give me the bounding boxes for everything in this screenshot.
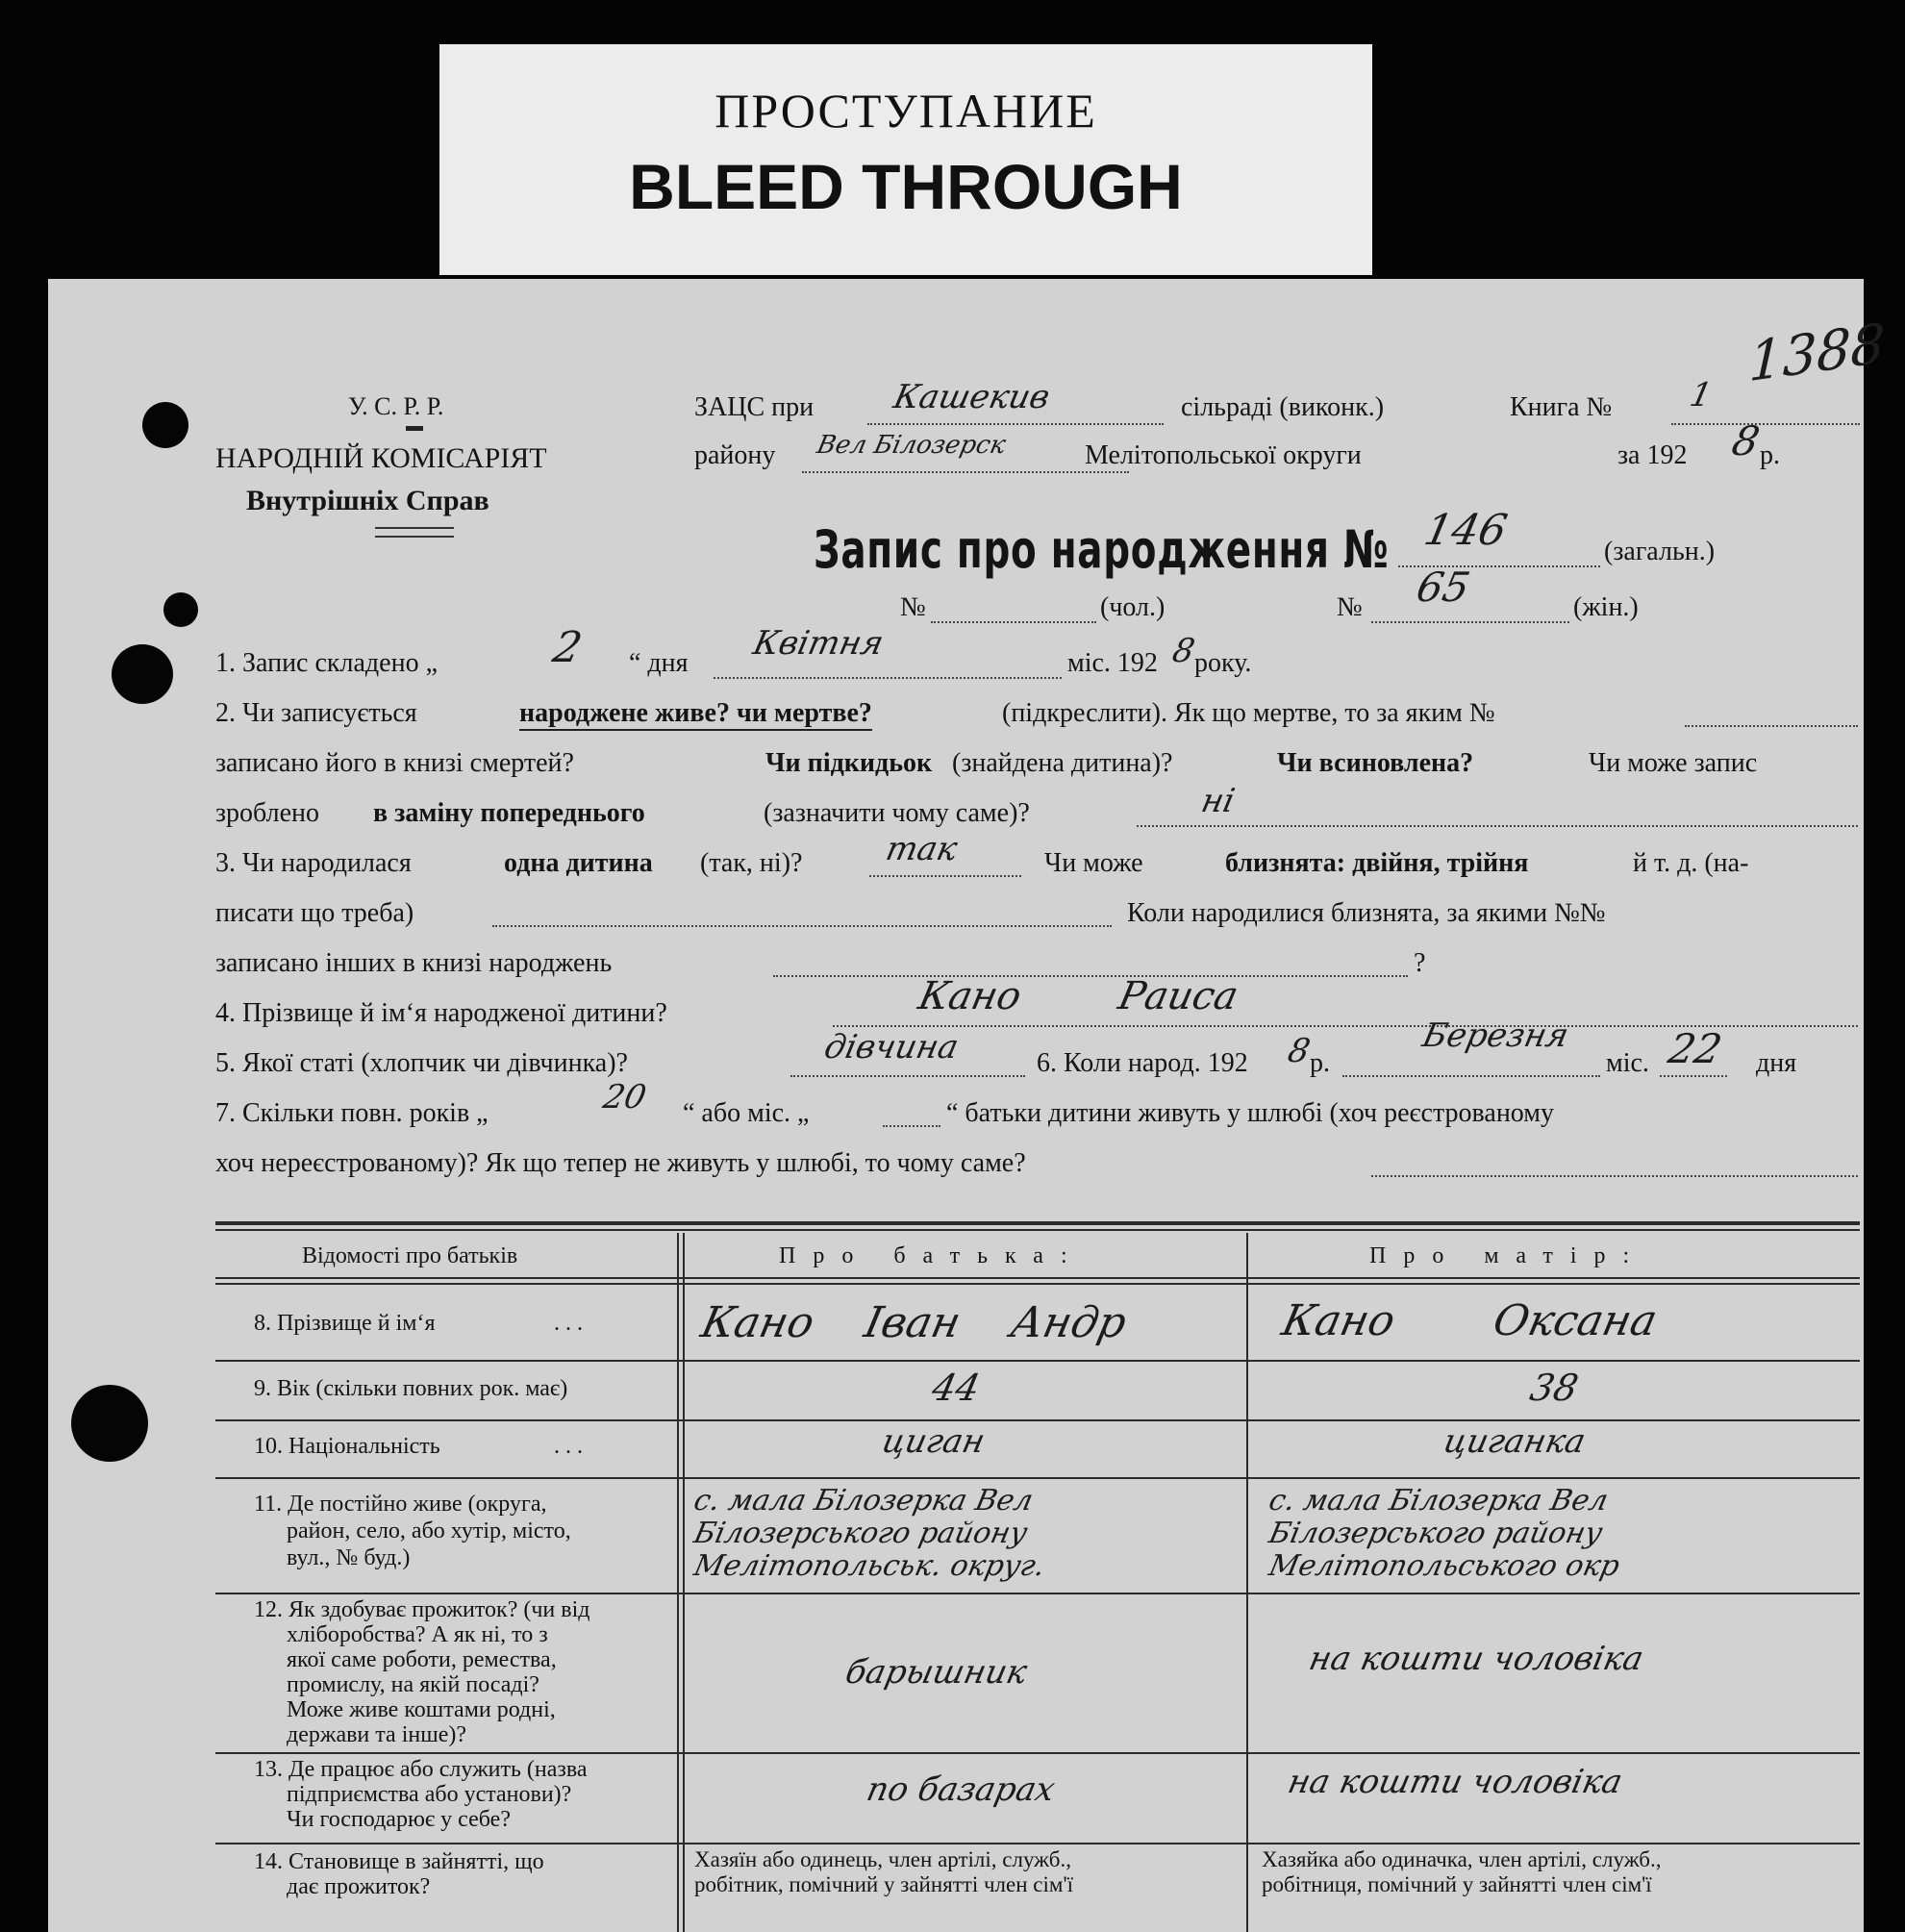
table-rule — [215, 1360, 1860, 1362]
q2-line3a: зроблено — [215, 798, 319, 828]
q7-line1a: 7. Скільки повн. років „ — [215, 1098, 489, 1128]
row-label-workplace-2: підприємства або установи)? — [287, 1782, 572, 1807]
q3-line2b: Коли народилися близнята, за якими №№ — [1127, 898, 1606, 928]
q7-line1c: “ батьки дитини живуть у шлюбі (хоч реєстрованому — [946, 1098, 1554, 1128]
punch-hole — [163, 592, 198, 627]
q7-line1b: “ або міс. „ — [683, 1098, 810, 1128]
row-label-age: 9. Вік (скільки повних рок. має) — [254, 1376, 568, 1401]
q2-answer-line — [1137, 825, 1858, 827]
mother-livelihood: на кошти чоловіка — [1305, 1640, 1647, 1678]
q3-answer-line — [869, 875, 1021, 877]
q3-line1c: (так, ні)? — [700, 848, 803, 878]
table-top-rule-2 — [215, 1229, 1860, 1231]
table-head-info: Відомості про батьків — [302, 1243, 518, 1268]
row-label-workplace-3: Чи господарює у себе? — [287, 1807, 511, 1832]
row-leader-dots: . . . — [554, 1434, 583, 1459]
father-residence-1: с. мала Білозерка Вел — [690, 1484, 1037, 1518]
q6-day-line — [1660, 1075, 1727, 1077]
table-head-mother: Про матір: — [1369, 1243, 1647, 1268]
q4-answer: Кано Раиса — [915, 974, 1242, 1018]
sheet-number: 1388 — [1747, 312, 1886, 395]
q6-day: 22 — [1664, 1025, 1726, 1072]
father-livelihood: барышник — [841, 1653, 1031, 1692]
q2-line2e: Чи може запис — [1589, 748, 1758, 778]
zacs-label: ЗАЦС при — [694, 392, 815, 422]
row-label-employment-1: 14. Становище в зайнятті, що — [254, 1849, 544, 1874]
birth-record-form — [48, 279, 1886, 1932]
district-label: району — [694, 440, 776, 470]
q6-label: 6. Коли народ. 192 — [1037, 1048, 1248, 1078]
female-label: (жін.) — [1573, 592, 1639, 622]
org-divider — [406, 426, 423, 431]
row-label-livelihood-5: Може живе коштами родні, — [287, 1697, 556, 1722]
general-number: 146 — [1419, 506, 1512, 555]
org-ussr: У. С. Р. Р. — [348, 392, 444, 420]
female-no-line — [1371, 621, 1569, 623]
q2-answer: ні — [1197, 782, 1239, 820]
q6-dnya: дня — [1756, 1048, 1797, 1078]
q3-line3a: записано інших в книзі народжень — [215, 948, 613, 978]
q5-label: 5. Якої статі (хлопчик чи дівчинка)? — [215, 1048, 628, 1078]
district-value: Вел Білозерск — [814, 431, 1009, 460]
mother-employment-1: Хазяйка або одиначка, член артілі, служб., — [1262, 1847, 1662, 1871]
table-rule — [215, 1419, 1860, 1421]
row-label-nationality: 10. Національність — [254, 1434, 440, 1459]
q3-line1a: 3. Чи народилася — [215, 848, 412, 878]
father-employment-1: Хазяїн або одинець, член артілі, служб., — [694, 1847, 1071, 1871]
table-col-divider — [1246, 1233, 1248, 1932]
q2-line2d: Чи всиновлена? — [1277, 748, 1474, 778]
org-internal-affairs: Внутрішніх Справ — [246, 485, 489, 516]
q6-month-line — [1342, 1075, 1600, 1077]
org-commissariat: НАРОДНІЙ КОМІСАРІЯТ — [215, 442, 547, 474]
father-nationality: циган — [878, 1422, 989, 1461]
mother-nationality: циганка — [1440, 1422, 1590, 1461]
father-employment-2: робітник, помічний у зайнятті член сім'ї — [694, 1872, 1073, 1896]
father-residence-2: Білозерського району — [690, 1517, 1031, 1550]
row-label-surname: 8. Прізвище й ім‘я — [254, 1311, 436, 1336]
mother-workplace: на кошти чоловіка — [1284, 1763, 1626, 1801]
q2-line1b: народжене живе? чи мертве? — [519, 700, 872, 731]
q5-answer-line — [790, 1075, 1025, 1077]
q1-month-line — [714, 677, 1062, 679]
q2-line2a: записано його в книзі смертей? — [215, 748, 574, 778]
q1-mid: міс. 192 — [1067, 648, 1158, 678]
mother-residence-2: Білозерського району — [1266, 1517, 1606, 1550]
q6-r: р. — [1310, 1048, 1330, 1078]
row-label-livelihood-3: якої саме роботи, ремества, — [287, 1647, 557, 1672]
row-leader-dots: . . . — [554, 1311, 583, 1336]
male-no-line — [931, 621, 1096, 623]
mother-residence-1: с. мала Білозерка Вел — [1266, 1484, 1612, 1518]
table-head-father: Про батька: — [779, 1243, 1085, 1268]
book-label: Книга № — [1510, 392, 1613, 422]
table-rule — [215, 1843, 1860, 1844]
table-rule — [215, 1283, 1860, 1285]
q3-line1d: Чи може — [1044, 848, 1143, 878]
male-label: (чол.) — [1100, 592, 1166, 622]
table-top-rule — [215, 1221, 1860, 1225]
zacs-suffix: сільраді (виконк.) — [1181, 392, 1385, 422]
district-suffix: Мелітопольської округи — [1085, 440, 1362, 470]
row-label-residence-2: район, село, або хутір, місто, — [287, 1518, 571, 1543]
mother-age: 38 — [1526, 1367, 1583, 1409]
q2-line1a: 2. Чи записується — [215, 698, 417, 728]
row-label-livelihood-2: хліборобства? А як ні, то з — [287, 1622, 548, 1647]
mother-employment-2: робітниця, помічний у зайнятті член сім'ї — [1262, 1872, 1652, 1896]
row-label-workplace-1: 13. Де працює або служить (назва — [254, 1757, 588, 1782]
book-fill-line — [1671, 423, 1860, 425]
q3-twins-line — [492, 925, 1112, 927]
year-suffix: р. — [1760, 440, 1780, 470]
punch-hole — [142, 402, 188, 448]
father-surname: Кано Іван Андр — [696, 1298, 1131, 1347]
q3-line2a: писати що треба) — [215, 898, 414, 928]
female-number: 65 — [1412, 564, 1474, 611]
male-no-sign: № — [900, 592, 926, 622]
org-underline — [375, 527, 454, 538]
q5-answer: дівчина — [820, 1028, 963, 1066]
punch-hole — [112, 644, 173, 704]
q1-day: 2 — [548, 623, 587, 672]
bleed-through-label-card — [439, 44, 1372, 275]
q1-month: Квітня — [749, 624, 888, 663]
q3-answer: так — [882, 830, 962, 868]
row-label-employment-2: дає прожиток? — [287, 1874, 431, 1899]
q2-line2b: Чи підкидьок — [765, 748, 933, 778]
table-rule — [215, 1277, 1860, 1279]
year-label: за 192 — [1617, 440, 1688, 470]
q1-day-suffix: “ дня — [629, 648, 689, 678]
q7-months-line — [883, 1125, 940, 1127]
q2-line3b: в заміну попереднього — [373, 798, 645, 828]
table-rule — [215, 1752, 1860, 1754]
row-label-residence-3: вул., № буд.) — [287, 1545, 411, 1570]
zacs-fill-line — [867, 423, 1164, 425]
row-label-livelihood-4: промислу, на якій посаді? — [287, 1672, 539, 1697]
table-col-divider — [677, 1233, 679, 1932]
father-age: 44 — [928, 1367, 985, 1409]
q3-line3b: ? — [1414, 948, 1426, 978]
q7-line2: хоч нереєстрованому)? Як що тепер не живуть у шлюбі, то чому саме? — [215, 1148, 1026, 1178]
table-col-divider — [683, 1233, 685, 1932]
district-fill-line — [802, 471, 1129, 473]
q4-label: 4. Прізвище й ім‘я народженої дитини? — [215, 998, 667, 1028]
banner-line-russian: ПРОСТУПАНИЕ — [714, 84, 1097, 138]
record-title: Запис про народження № — [814, 519, 1390, 580]
q6-mis: міс. — [1606, 1048, 1649, 1078]
table-rule — [215, 1477, 1860, 1479]
q2-line3c: (зазначити чому саме)? — [764, 798, 1030, 828]
q1-suffix: року. — [1194, 648, 1252, 678]
year-value: 8 — [1727, 417, 1765, 464]
q3-line1e: близнята: двійня, трійня — [1225, 848, 1529, 878]
q6-year: 8 — [1284, 1032, 1314, 1070]
mother-residence-3: Мелітопольського окр — [1266, 1549, 1623, 1583]
father-workplace: по базарах — [863, 1770, 1059, 1809]
q2-line2c: (знайдена дитина)? — [952, 748, 1173, 778]
banner-line-english: BLEED THROUGH — [629, 151, 1183, 222]
book-value: 1 — [1686, 376, 1716, 414]
q1-year: 8 — [1168, 632, 1198, 670]
q3-line1f: й т. д. (на- — [1633, 848, 1749, 878]
q1-prefix: 1. Запис складено „ — [215, 648, 438, 678]
q2-death-no-line — [1685, 725, 1858, 727]
general-label: (загальн.) — [1604, 537, 1716, 566]
female-no-sign: № — [1337, 592, 1363, 622]
q2-line1c: (підкреслити). Як що мертве, то за яким № — [1002, 698, 1495, 728]
q7-years: 20 — [599, 1078, 650, 1117]
zacs-value: Кашекив — [890, 378, 1054, 416]
row-label-livelihood-6: держави та інше)? — [287, 1722, 466, 1747]
mother-surname: Кано Оксана — [1277, 1296, 1662, 1345]
table-rule — [215, 1593, 1860, 1594]
punch-hole — [71, 1385, 148, 1462]
q6-month: Березня — [1418, 1016, 1572, 1055]
row-label-livelihood-1: 12. Як здобуває прожиток? (чи від — [254, 1597, 590, 1622]
father-residence-3: Мелітопольськ. округ. — [690, 1549, 1048, 1583]
row-label-residence-1: 11. Де постійно живе (округа, — [254, 1492, 547, 1517]
q3-line1b: одна дитина — [504, 848, 653, 878]
q7-reason-line — [1371, 1175, 1858, 1177]
